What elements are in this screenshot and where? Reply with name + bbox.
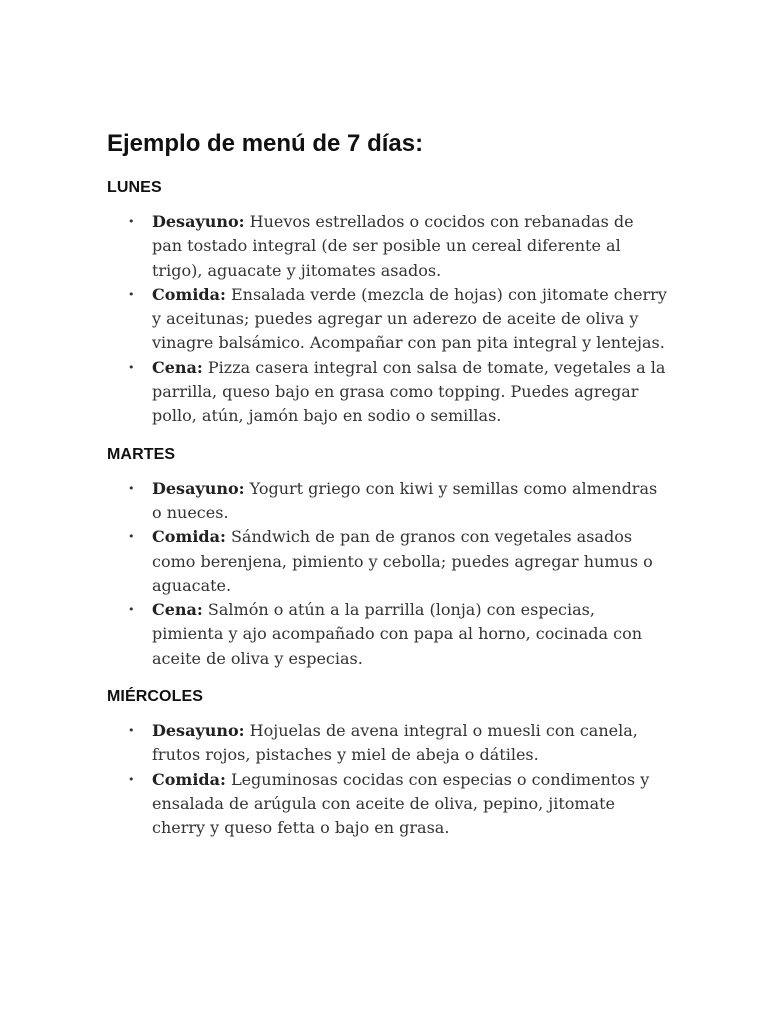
meal-text: Yogurt griego con kiwi y semillas como almendras o nueces. <box>152 478 658 522</box>
meal-text: Pizza casera integral con salsa de tomate, vegetales a la parrilla, queso bajo en grasa como topping. Puedes agregar pollo, atún, jamón bajo en sodio o semillas. <box>152 357 666 426</box>
page-title: Ejemplo de menú de 7 días: <box>107 130 424 157</box>
list-item <box>107 283 667 356</box>
list-item <box>107 525 667 598</box>
bullet-icon: • <box>128 287 135 301</box>
meal-text: Ensalada verde (mezcla de hojas) con jitomate cherry y aceitunas; puedes agregar un aderezo de aceite de oliva y vinagre balsámico. Acompañar con pan pita integral y lentejas. <box>152 284 667 353</box>
meal-list-miercoles <box>107 719 667 840</box>
bullet-icon: • <box>128 603 135 617</box>
list-item <box>107 598 667 671</box>
list-item <box>107 356 667 429</box>
bullet-icon: • <box>128 530 135 544</box>
bullet-icon: • <box>128 724 135 738</box>
list-item <box>107 719 667 768</box>
meal-label: Desayuno: <box>152 721 245 741</box>
meal-text: Leguminosas cocidas con especias o condimentos y ensalada de arúgula con aceite de oliva, pepino, jitomate cherry y queso fetta o bajo en grasa. <box>152 769 650 838</box>
list-item <box>107 768 667 841</box>
list-item <box>107 210 667 283</box>
meal-text: Sándwich de pan de granos con vegetales asados como berenjena, pimiento y cebolla; puedes agregar humus o aguacate. <box>152 527 653 595</box>
bullet-icon: • <box>128 215 135 228</box>
meal-label: Desayuno: <box>152 478 245 498</box>
day-heading-miercoles: MIÉRCOLES <box>107 688 204 706</box>
day-heading-martes: MARTES <box>107 445 176 463</box>
meal-text: Salmón o atún a la parrilla (lonja) con especias, pimienta y ajo acompañado con papa al horno, cocinada con aceite de oliva y especias. <box>152 600 643 668</box>
meal-label: Comida: <box>152 769 226 789</box>
document-page <box>107 128 667 857</box>
bullet-icon: • <box>128 772 135 786</box>
day-heading-lunes: LUNES <box>107 179 162 196</box>
bullet-icon: • <box>128 360 135 374</box>
bullet-icon: • <box>128 481 135 495</box>
meal-label: Comida: <box>152 284 226 304</box>
meal-label: Desayuno: <box>152 212 245 231</box>
meal-list-martes <box>107 477 667 671</box>
meal-label: Comida: <box>152 527 226 547</box>
meal-label: Cena: <box>152 357 203 377</box>
list-item <box>107 477 667 526</box>
meal-list-lunes <box>107 210 667 429</box>
meal-text: Huevos estrellados o cocidos con rebanadas de pan tostado integral (de ser posible un cereal diferente al trigo), aguacate y jitomates asados. <box>152 212 634 280</box>
meal-text: Hojuelas de avena integral o muesli con canela, frutos rojos, pistaches y miel de abeja o dátiles. <box>152 721 638 765</box>
meal-label: Cena: <box>152 600 203 620</box>
